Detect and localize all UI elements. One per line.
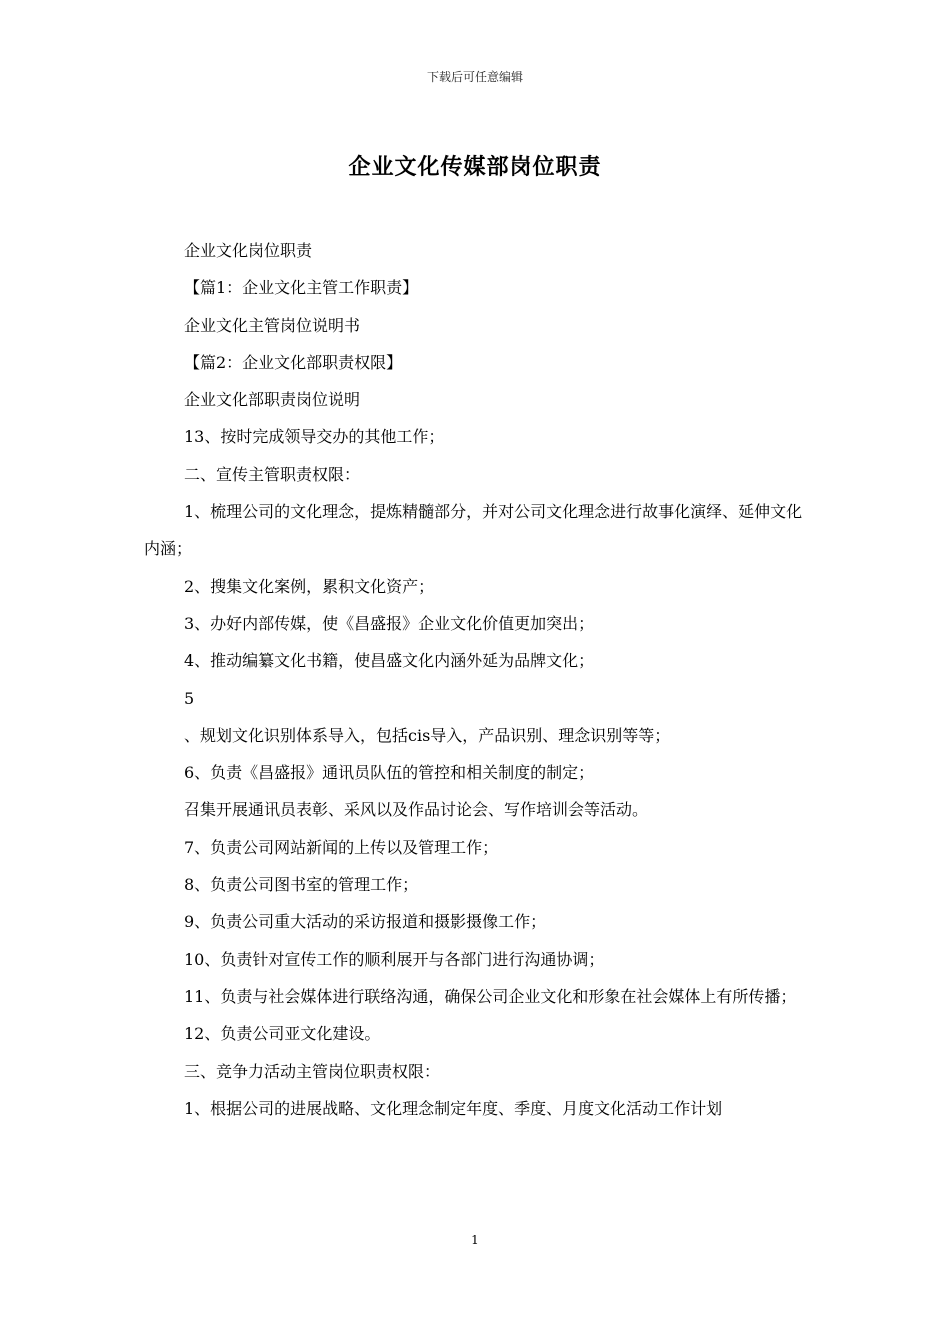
paragraph: 5 [184, 688, 195, 708]
paragraph: 13、按时完成领导交办的其他工作； [184, 427, 445, 447]
paragraph: 1、梳理公司的文化理念，提炼精髓部分，并对公司文化理念进行故事化演绎、延伸文化内涵； [144, 502, 803, 559]
paragraph: 三、竞争力活动主管岗位职责权限： [184, 1061, 441, 1081]
paragraph: 7、负责公司网站新闻的上传以及管理工作； [184, 837, 499, 857]
paragraph: 11、负责与社会媒体进行联络沟通，确保公司企业文化和形象在社会媒体上有所传播； [184, 986, 797, 1006]
paragraph: 3、办好内部传媒，使《昌盛报》企业文化价值更加突出； [184, 613, 595, 633]
paragraph: 2、搜集文化案例，累积文化资产； [184, 576, 435, 596]
paragraph: 8、负责公司图书室的管理工作； [184, 875, 419, 895]
paragraph: 企业文化主管岗位说明书 [184, 315, 361, 335]
paragraph: 、规划文化识别体系导入，包括cis导入，产品识别、理念识别等等； [184, 725, 671, 745]
paragraph: 9、负责公司重大活动的采访报道和摄影摄像工作； [184, 912, 547, 932]
document-body [144, 232, 812, 1127]
paragraph: 12、负责公司亚文化建设。 [184, 1024, 381, 1044]
paragraph: 企业文化部职责岗位说明 [184, 390, 361, 410]
header-note: 下载后可任意编辑 [426, 70, 523, 84]
paragraph: 10、负责针对宣传工作的顺利展开与各部门进行沟通协调； [184, 949, 605, 969]
paragraph: 4、推动编纂文化书籍，使昌盛文化内涵外延为品牌文化； [184, 651, 595, 671]
paragraph: 6、负责《昌盛报》通讯员队伍的管控和相关制度的制定； [184, 763, 595, 783]
paragraph: 【篇1：企业文化主管工作职责】 [184, 278, 419, 298]
page-number: 1 [471, 1233, 479, 1247]
paragraph: 1、根据公司的进展战略、文化理念制定年度、季度、月度文化活动工作计划 [184, 1098, 723, 1118]
paragraph: 召集开展通讯员表彰、采风以及作品讨论会、写作培训会等活动。 [184, 800, 649, 820]
paragraph: 二、宣传主管职责权限： [184, 464, 361, 484]
document-title: 企业文化传媒部岗位职责 [348, 154, 602, 180]
paragraph: 企业文化岗位职责 [184, 241, 313, 260]
paragraph: 【篇2：企业文化部职责权限】 [184, 352, 403, 372]
